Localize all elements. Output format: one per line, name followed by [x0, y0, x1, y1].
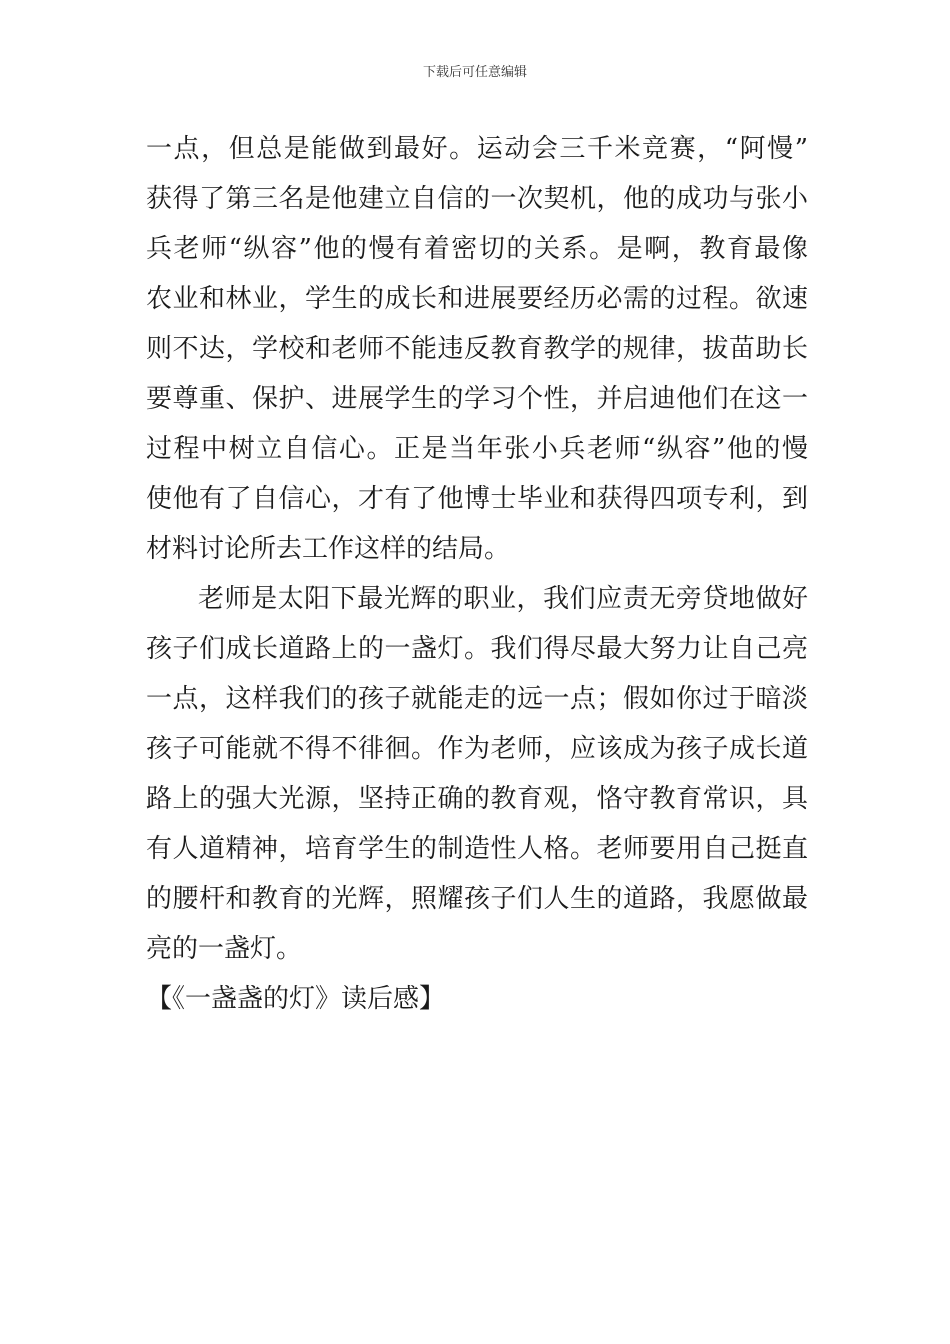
text-line: 农业和林业，学生的成长和进展要经历必需的过程。欲速 [146, 284, 808, 314]
text-line: 使他有了自信心，才有了他博士毕业和获得四项专利，到 [146, 484, 808, 514]
text-line: 一点，但总是能做到最好。运动会三千米竞赛，“阿慢” [146, 134, 808, 164]
text-line: 有人道精神，培育学生的制造性人格。老师要用自己挺直 [146, 834, 808, 864]
text-line: 兵老师“纵容”他的慢有着密切的关系。是啊，教育最像 [146, 234, 808, 264]
text-line: 孩子们成长道路上的一盏灯。我们得尽最大努力让自己亮 [146, 634, 808, 664]
page-header: 下载后可任意编辑 [422, 65, 527, 80]
paragraph-first-line: 老师是太阳下最光辉的职业，我们应责无旁贷地做好 [198, 584, 808, 614]
text-line: 孩子可能就不得不徘徊。作为老师，应该成为孩子成长道 [146, 734, 808, 764]
text-line: 路上的强大光源，坚持正确的教育观，恪守教育常识，具 [146, 784, 808, 814]
text-line: 过程中树立自信心。正是当年张小兵老师“纵容”他的慢 [146, 434, 808, 464]
section-title: 【《一盏盏的灯》读后感】 [146, 984, 446, 1014]
text-line: 则不达，学校和老师不能违反教育教学的规律，拔苗助长 [146, 334, 808, 364]
text-line: 亮的一盏灯。 [146, 934, 303, 964]
text-line: 获得了第三名是他建立自信的一次契机，他的成功与张小 [146, 184, 808, 214]
text-line: 要尊重、保护、进展学生的学习个性，并启迪他们在这一 [146, 384, 808, 414]
text-line: 一点，这样我们的孩子就能走的远一点；假如你过于暗淡 [146, 684, 808, 714]
document-body [146, 124, 808, 1024]
text-line: 的腰杆和教育的光辉，照耀孩子们人生的道路，我愿做最 [146, 884, 808, 914]
text-line: 材料讨论所去工作这样的结局。 [146, 534, 511, 564]
